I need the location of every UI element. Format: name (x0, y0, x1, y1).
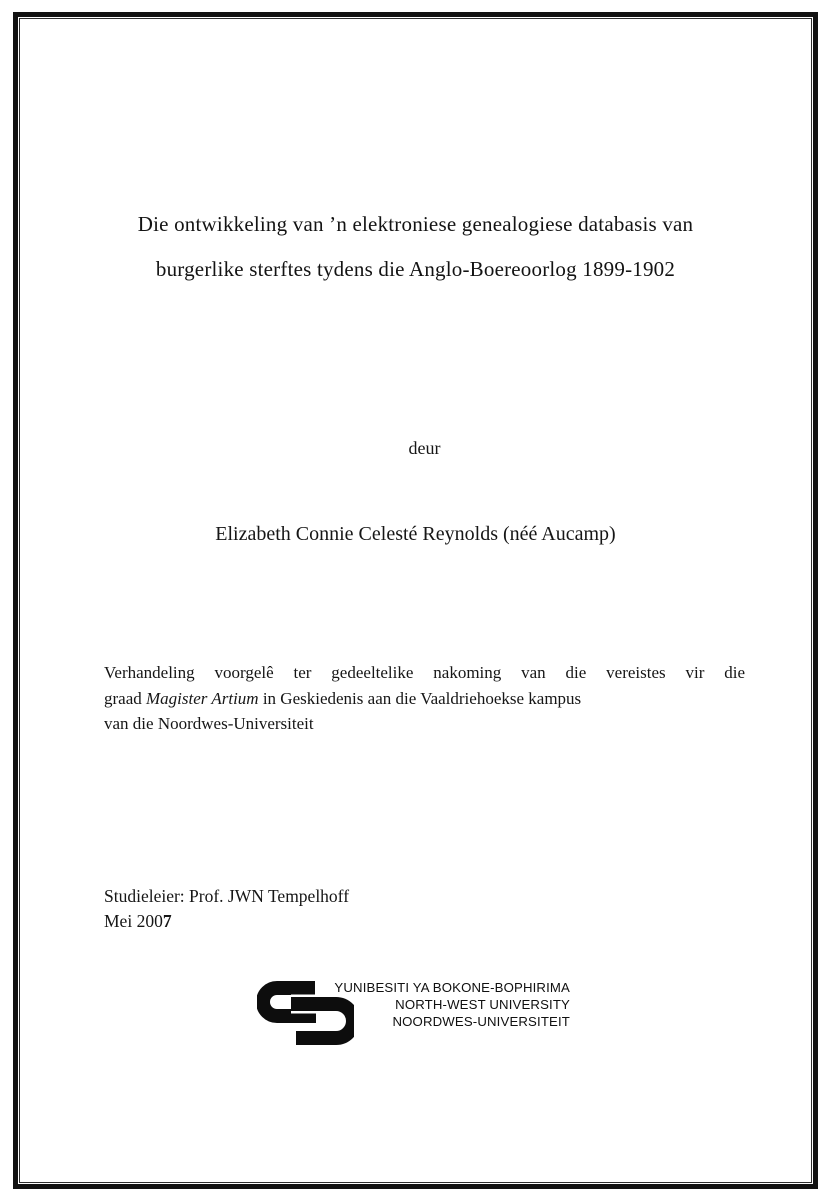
logo-line-afrikaans: NOORDWES-UNIVERSITEIT (392, 1013, 570, 1029)
title-line-1: Die ontwikkeling van ’n elektroniese genealogiese databasis van (137, 212, 694, 236)
degree-statement-line-1: Verhandeling voorgelê ter gedeeltelike nakoming van die vereistes vir die (104, 663, 745, 682)
degree-statement-line-2-pre: graad (104, 688, 147, 708)
date-line (104, 909, 349, 934)
degree-statement-line-2 (104, 686, 745, 712)
date-last-digit: 7 (162, 910, 171, 931)
supervisor-line: Studieleier: Prof. JWN Tempelhoff (104, 886, 350, 906)
nwu-logo-wordmark (334, 980, 570, 1030)
thesis-title (0, 202, 831, 292)
title-line-2: burgerlike sterftes tydens die Anglo-Boereoorlog 1899-1902 (155, 257, 676, 281)
logo-line-setswana: YUNIBESITI YA BOKONE-BOPHIRIMA (334, 980, 570, 995)
degree-statement-line-2-post: in Geskiedenis aan die Vaaldriehoekse kampus (258, 688, 582, 708)
author-name: Elizabeth Connie Celesté Reynolds (néé Aucamp) (215, 523, 616, 545)
degree-statement (104, 660, 745, 737)
byline: deur (408, 438, 441, 458)
degree-name: Magister Artium (146, 688, 259, 708)
date-prefix: Mei 200 (104, 910, 163, 931)
logo-line-english: NORTH-WEST UNIVERSITY (395, 996, 570, 1012)
credits-block (104, 884, 349, 933)
degree-statement-line-3: van die Noordwes-Universiteit (104, 714, 314, 733)
